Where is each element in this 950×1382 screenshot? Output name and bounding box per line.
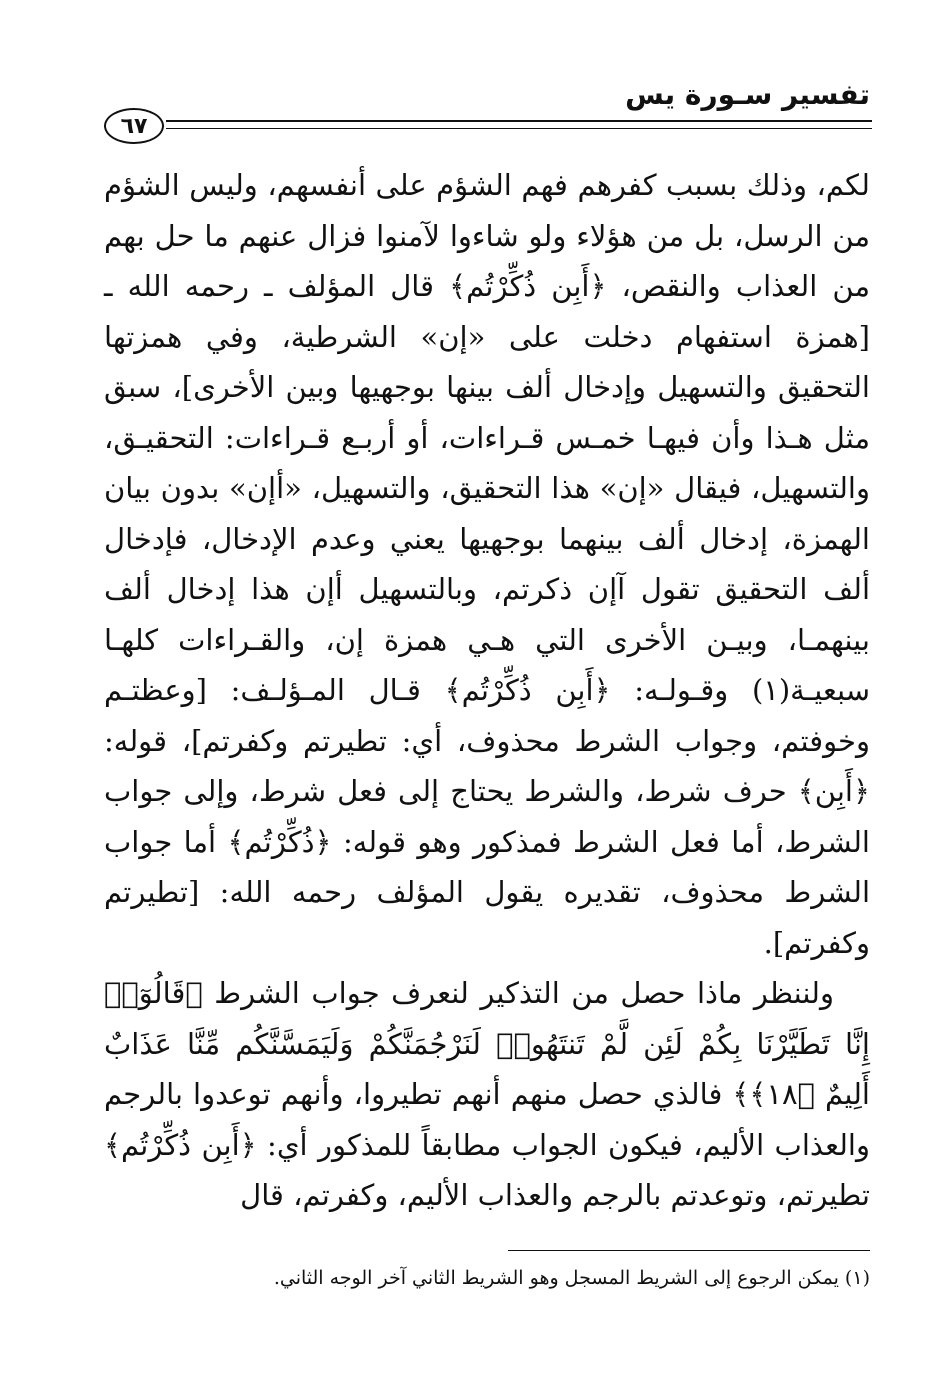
paragraph-2: ولننظر ماذا حصل من التذكير لنعرف جواب الشرط ﴿قَالُوٓا۟ إِنَّا تَطَيَّرْنَا بِكُمْ لَئِن لَّمْ تَنتَهُوا۟ لَنَرْجُمَنَّكُمْ وَلَيَمَسَّنَّكُم مِّنَّا عَذَابٌ أَلِيمٌ ﴿١٨﴾﴾ فالذي حصل منهم أنهم تطيروا، وأنهم توعدوا بالرجم والعذاب الأليم، فيكون الجواب مطابقاً للمذكور أي: ﴿أَبِن ذُكِّرْتُم﴾ تطيرتم، وتوعدتم بالرجم والعذاب الأليم، وكفرتم، قال xyxy=(104,976,870,1212)
footnote-separator xyxy=(508,1250,870,1251)
footnote: (١) يمكن الرجوع إلى الشريط المسجل وهو الشريط الثاني آخر الوجه الثاني. xyxy=(273,1267,870,1289)
running-header-title: تفسير سـورة يس xyxy=(625,78,870,111)
paragraph-1: لكم، وذلك بسبب كفرهم فهم الشؤم على أنفسهم، وليس الشؤم من الرسل، بل من هؤلاء ولو شاءوا لآمنوا فزال عنهم ما حل بهم من العذاب والنقص، ﴿أَبِن ذُكِّرْتُم﴾ قال المؤلف ـ رحمه الله ـ [همزة استفهام دخلت على «إن» الشرطية، وفي همزتها التحقيق والتسهيل وإدخال ألف بينها بوجهيها وبين الأخرى]، سبق مثل هـذا وأن فيهـا خمـس قـراءات، أو أربـع قـراءات: التحقيـق، والتسهيل، فيقال «إن» هذا التحقيق، والتسهيل، «أإن» بدون بيان الهمزة، إدخال ألف بينهما بوجهيها يعني وعدم الإدخال، فإدخال ألف التحقيق تقول آإن ذكرتم، وبالتسهيل أإن هذا إدخال ألف بينهمـا، وبيـن الأخرى التي هـي همزة إن، والقـراءات كلهـا سبعيـة(١) وقـولـه: ﴿أَبِن ذُكِّرْتُم﴾ قـال المـؤلـف: [وعظتـم وخوفتم، وجواب الشرط محذوف، أي: تطيرتم وكفرتم]، قوله: ﴿أَبِن﴾ حرف شرط، والشرط يحتاج إلى فعل شرط، وإلى جواب الشرط، أما فعل الشرط فمذكور وهو قوله: ﴿ذُكِّرْتُم﴾ أما جواب الشرط محذوف، تقديره يقول المؤلف رحمه الله: [تطيرتم وكفرتم]. xyxy=(104,168,870,960)
main-text xyxy=(104,160,870,1221)
page-number: ٦٧ xyxy=(104,108,164,144)
header-rule-secondary xyxy=(166,128,872,129)
header-rule xyxy=(166,120,872,122)
